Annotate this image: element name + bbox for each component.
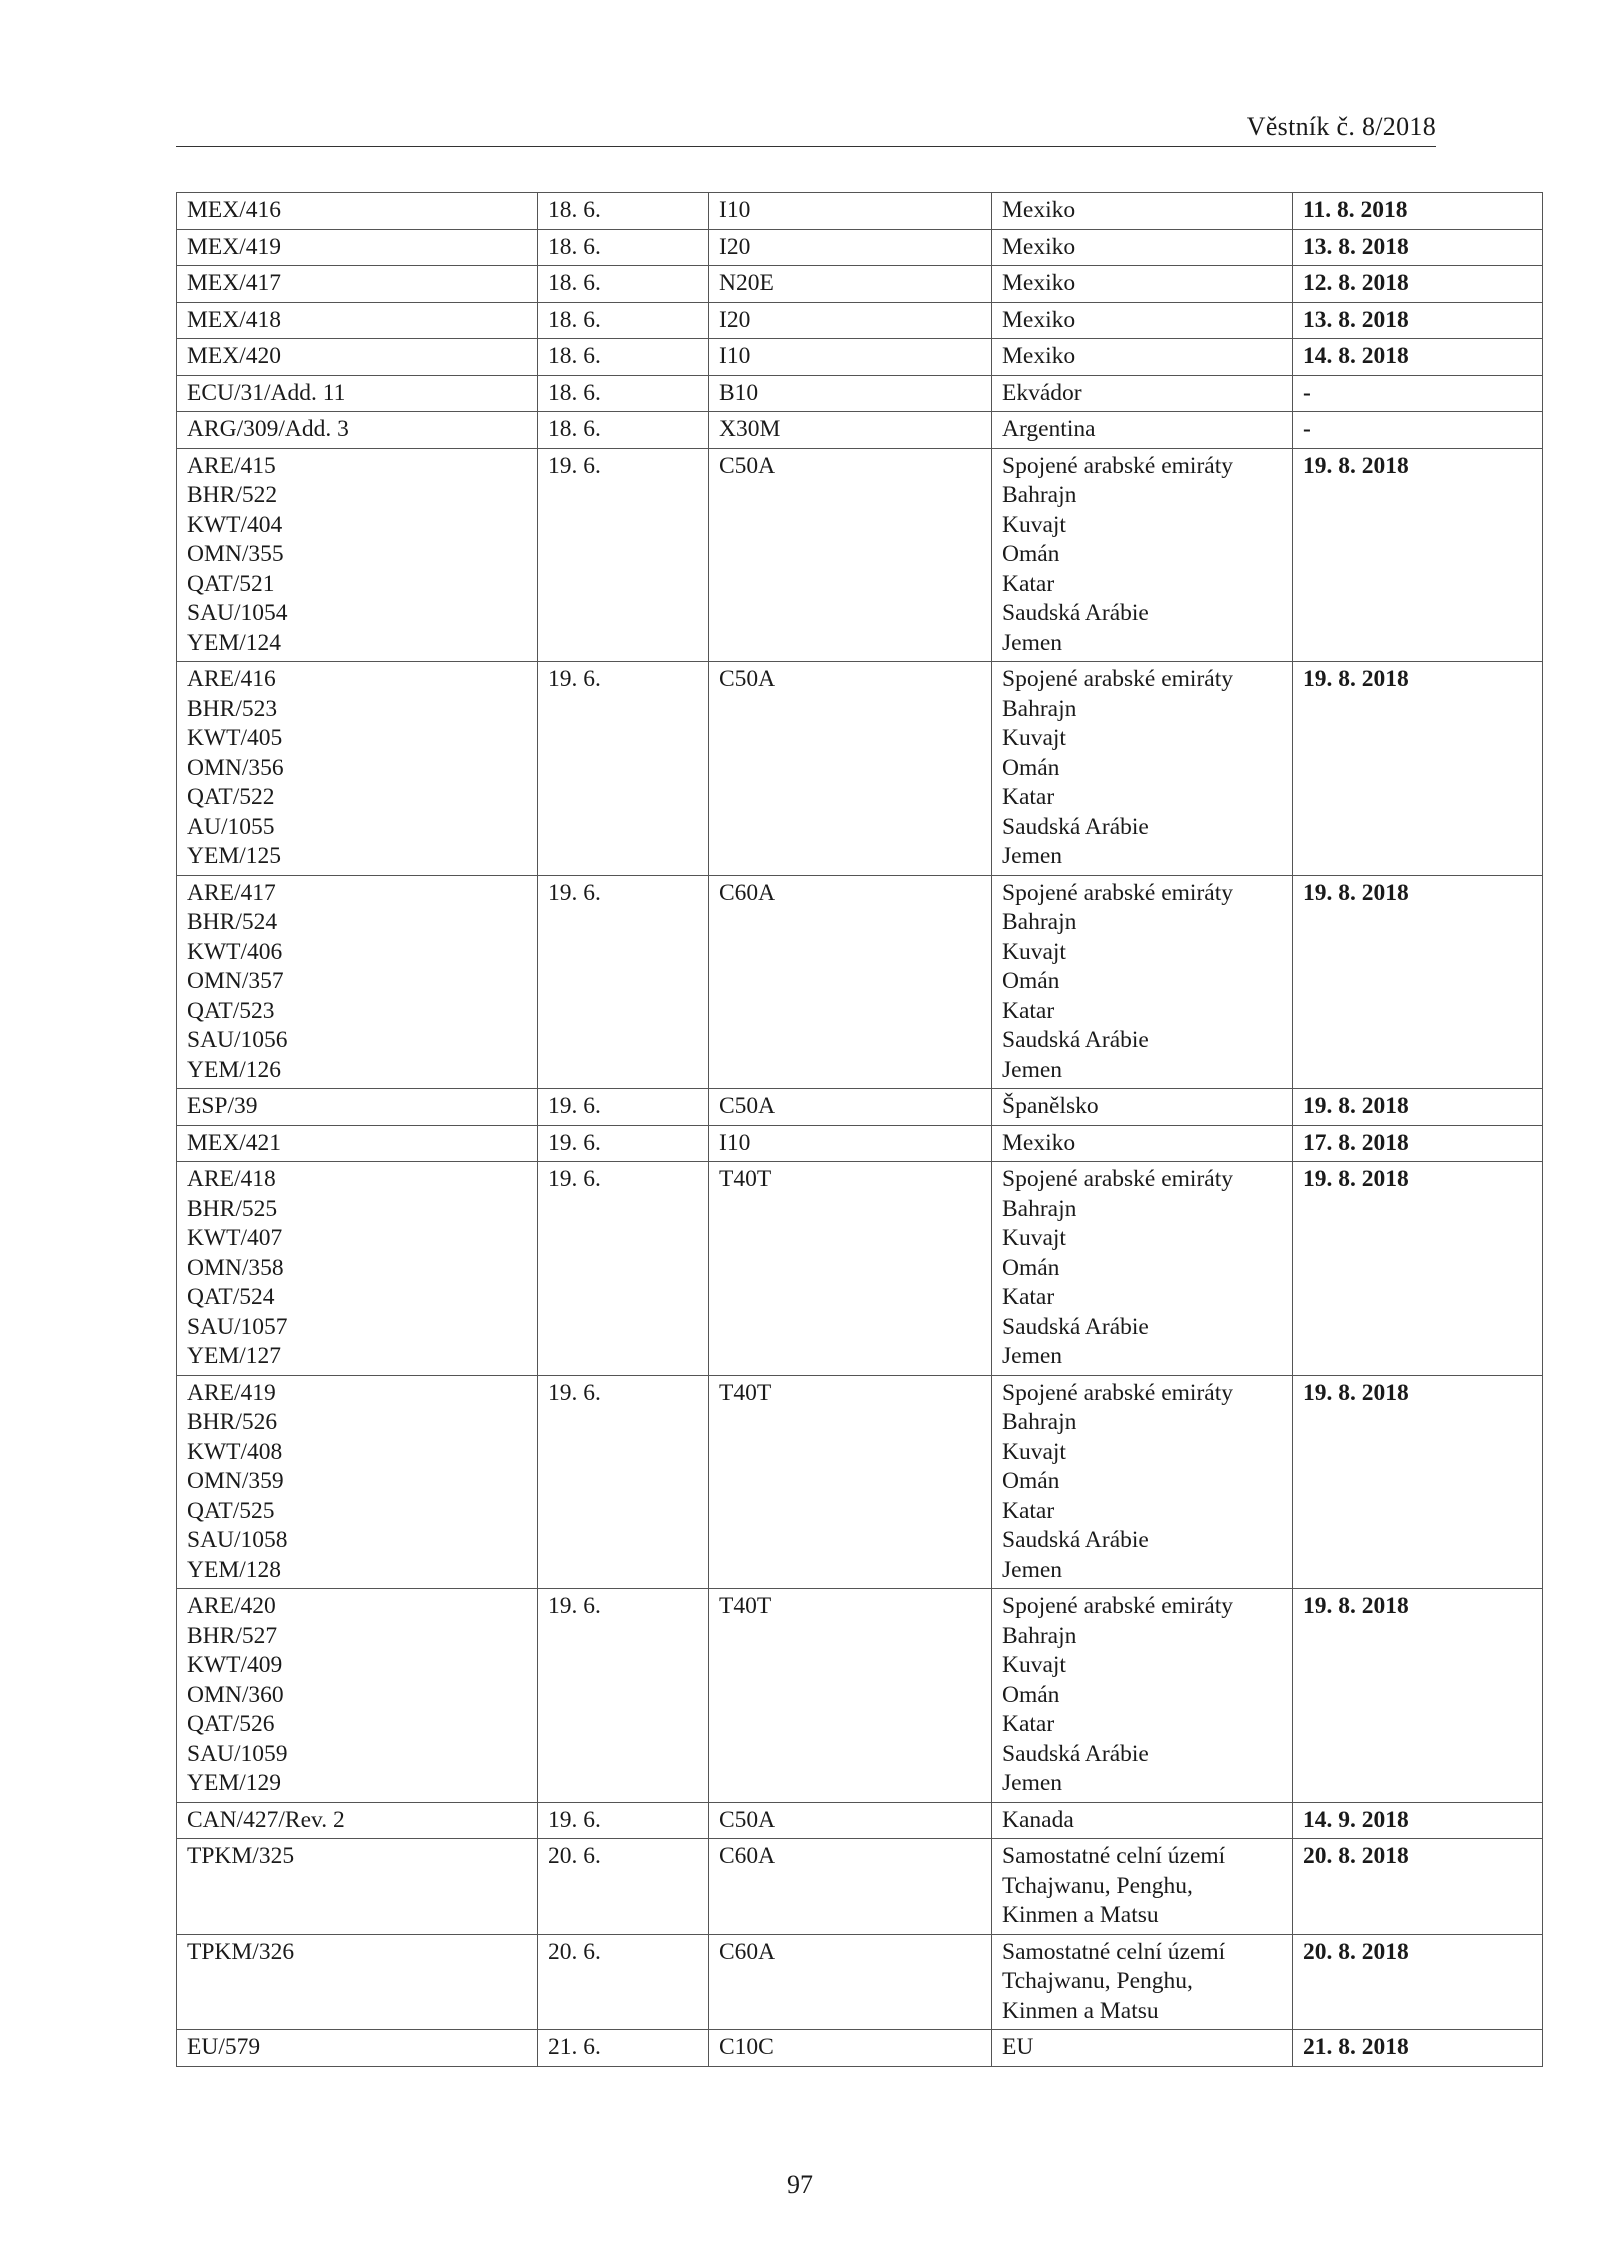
date-cell	[538, 375, 709, 412]
bulletin-issue-title: Věstník č. 8/2018	[1246, 112, 1436, 141]
table-row	[177, 1802, 1543, 1839]
product-code: I20	[719, 306, 751, 333]
deadline-cell	[1293, 1375, 1543, 1589]
country-cell	[992, 1589, 1293, 1803]
product-code-cell	[709, 1375, 992, 1589]
date: 18. 6.	[548, 379, 601, 406]
notification-code: CAN/427/Rev. 2	[187, 1806, 345, 1833]
country-name: Omán	[1002, 541, 1060, 567]
product-code-cell	[709, 1589, 992, 1803]
country-cell	[992, 1162, 1293, 1376]
notification-code-cell	[177, 375, 538, 412]
deadline-date: 12. 8. 2018	[1303, 270, 1409, 296]
notification-code: ARE/415	[187, 452, 276, 479]
date-cell	[538, 229, 709, 266]
date-cell	[538, 2030, 709, 2067]
product-code-cell	[709, 302, 992, 339]
notification-code: ARE/418	[187, 1166, 276, 1192]
country-name: Mexiko	[1002, 233, 1076, 260]
country-name: Omán	[1002, 968, 1060, 994]
deadline-cell	[1293, 412, 1543, 449]
notification-code-cell	[177, 1589, 538, 1803]
table-row	[177, 339, 1543, 376]
deadline-date: 13. 8. 2018	[1303, 306, 1409, 333]
table-row	[177, 448, 1543, 662]
country-cell	[992, 2030, 1293, 2067]
deadline-date: 11. 8. 2018	[1303, 197, 1408, 223]
notification-code: ARE/417	[187, 879, 276, 906]
deadline-cell	[1293, 302, 1543, 339]
notification-code-cell	[177, 1839, 538, 1935]
deadline-cell	[1293, 266, 1543, 303]
country-name: Spojené arabské emiráty	[1002, 452, 1233, 479]
deadline-date: 21. 8. 2018	[1303, 2034, 1409, 2060]
product-code-cell	[709, 1802, 992, 1839]
date-cell	[538, 1839, 709, 1935]
deadline-cell	[1293, 1934, 1543, 2030]
product-code: T40T	[719, 1166, 772, 1192]
product-code-cell	[709, 1089, 992, 1126]
deadline-date: 13. 8. 2018	[1303, 233, 1409, 260]
notification-code: BHR/524	[187, 909, 278, 935]
notification-code: QAT/522	[187, 784, 275, 810]
table-row	[177, 1162, 1543, 1376]
country-name: Spojené arabské emiráty	[1002, 1593, 1233, 1619]
deadline-cell	[1293, 662, 1543, 876]
date-cell	[538, 193, 709, 230]
notification-code-cell	[177, 412, 538, 449]
product-code: C50A	[719, 1093, 776, 1119]
notification-code: KWT/407	[187, 1225, 283, 1251]
country-cell	[992, 1089, 1293, 1126]
notification-code-cell	[177, 1934, 538, 2030]
date: 19. 6.	[548, 1166, 601, 1192]
country-name: Kuvajt	[1002, 1225, 1066, 1251]
country-name: Jemen	[1002, 1770, 1063, 1796]
notification-code: TPKM/325	[187, 1843, 295, 1869]
country-name: Kuvajt	[1002, 1652, 1066, 1678]
notification-code: KWT/406	[187, 938, 283, 965]
product-code: C50A	[719, 1806, 776, 1833]
deadline-cell	[1293, 875, 1543, 1089]
country-name: Mexiko	[1002, 343, 1076, 369]
country-name: Omán	[1002, 1681, 1060, 1708]
notification-code-cell	[177, 1375, 538, 1589]
product-code: C10C	[719, 2034, 774, 2060]
country-cell	[992, 229, 1293, 266]
product-code: C50A	[719, 452, 776, 479]
deadline-date: 19. 8. 2018	[1303, 666, 1409, 692]
notification-code-cell	[177, 229, 538, 266]
country-name: Bahrajn	[1002, 695, 1077, 722]
notification-code: SAU/1056	[187, 1027, 288, 1053]
country-name: Spojené arabské emiráty	[1002, 879, 1233, 906]
deadline-cell	[1293, 339, 1543, 376]
date-cell	[538, 1162, 709, 1376]
country-name: Katar	[1002, 784, 1055, 810]
product-code: N20E	[719, 270, 774, 296]
notification-code-cell	[177, 875, 538, 1089]
table-row	[177, 1934, 1543, 2030]
country-name: Bahrajn	[1002, 1622, 1077, 1649]
notification-code: ARG/309/Add. 3	[187, 416, 349, 442]
product-code-cell	[709, 1125, 992, 1162]
notification-code: OMN/357	[187, 968, 284, 994]
deadline-cell	[1293, 1839, 1543, 1935]
country-cell	[992, 266, 1293, 303]
product-code-cell	[709, 1934, 992, 2030]
country-name: Spojené arabské emiráty	[1002, 1166, 1233, 1192]
notification-code-cell	[177, 2030, 538, 2067]
date: 20. 6.	[548, 1843, 601, 1869]
notification-code: MEX/416	[187, 197, 281, 223]
notification-code: OMN/360	[187, 1681, 284, 1708]
notification-code: KWT/405	[187, 725, 283, 751]
notification-code: ARE/420	[187, 1593, 276, 1619]
notification-code: MEX/419	[187, 233, 281, 260]
product-code: T40T	[719, 1379, 772, 1406]
notification-code: YEM/128	[187, 1556, 281, 1583]
country-cell	[992, 339, 1293, 376]
table-row	[177, 412, 1543, 449]
date-cell	[538, 266, 709, 303]
notification-code: ARE/419	[187, 1379, 276, 1406]
country-name: Kinmen a Matsu	[1002, 1997, 1159, 2024]
notification-code-cell	[177, 339, 538, 376]
product-code: I10	[719, 1129, 751, 1156]
product-code: C60A	[719, 1843, 776, 1869]
date: 18. 6.	[548, 270, 601, 296]
notification-code: YEM/129	[187, 1770, 281, 1796]
deadline-date: 20. 8. 2018	[1303, 1843, 1409, 1869]
deadline-cell	[1293, 1089, 1543, 1126]
deadline-date: 14. 9. 2018	[1303, 1806, 1409, 1833]
country-name: Katar	[1002, 1711, 1055, 1737]
notification-code: QAT/521	[187, 570, 275, 597]
country-name: Jemen	[1002, 1556, 1063, 1583]
page-number: 97	[787, 2170, 813, 2199]
country-name: Jemen	[1002, 629, 1063, 656]
notification-code: QAT/524	[187, 1284, 275, 1310]
notification-code: QAT/526	[187, 1711, 275, 1737]
deadline-date: 17. 8. 2018	[1303, 1129, 1409, 1156]
product-code-cell	[709, 2030, 992, 2067]
deadline-date: 14. 8. 2018	[1303, 343, 1409, 369]
table-row	[177, 2030, 1543, 2067]
notification-code: EU/579	[187, 2034, 261, 2060]
date: 18. 6.	[548, 306, 601, 333]
notification-code: MEX/418	[187, 306, 281, 333]
notification-code: MEX/420	[187, 343, 281, 369]
date-cell	[538, 339, 709, 376]
country-name: Bahrajn	[1002, 482, 1077, 508]
country-name: Tchajwanu, Penghu,	[1002, 1968, 1193, 1994]
product-code: I10	[719, 343, 751, 369]
product-code-cell	[709, 339, 992, 376]
notification-code: ARE/416	[187, 666, 276, 692]
deadline-date: 19. 8. 2018	[1303, 1379, 1409, 1406]
table-row	[177, 1375, 1543, 1589]
table-row	[177, 229, 1543, 266]
notification-code: SAU/1057	[187, 1313, 288, 1340]
date-cell	[538, 1125, 709, 1162]
product-code-cell	[709, 1162, 992, 1376]
product-code-cell	[709, 662, 992, 876]
notification-code: BHR/526	[187, 1409, 278, 1435]
date-cell	[538, 1375, 709, 1589]
product-code-cell	[709, 375, 992, 412]
country-name: Katar	[1002, 997, 1055, 1024]
country-name: Saudská Arábie	[1002, 1740, 1149, 1767]
date-cell	[538, 302, 709, 339]
product-code-cell	[709, 412, 992, 449]
country-name: Samostatné celní území	[1002, 1843, 1226, 1869]
deadline-date: 19. 8. 2018	[1303, 879, 1409, 906]
country-cell	[992, 412, 1293, 449]
country-name: Kuvajt	[1002, 511, 1066, 538]
notification-code: SAU/1054	[187, 600, 288, 626]
notification-code: YEM/125	[187, 843, 281, 869]
date: 19. 6.	[548, 1093, 601, 1119]
notification-code: KWT/408	[187, 1438, 283, 1465]
deadline-cell	[1293, 193, 1543, 230]
deadline-date: 19. 8. 2018	[1303, 1166, 1409, 1192]
country-cell	[992, 875, 1293, 1089]
notification-code: OMN/358	[187, 1254, 284, 1281]
table-row	[177, 1589, 1543, 1803]
notification-code: OMN/359	[187, 1468, 284, 1494]
country-name: Katar	[1002, 1497, 1055, 1524]
country-name: Mexiko	[1002, 306, 1076, 333]
date: 19. 6.	[548, 1806, 601, 1833]
notification-code: ESP/39	[187, 1093, 258, 1119]
product-code-cell	[709, 266, 992, 303]
country-name: Omán	[1002, 754, 1060, 781]
country-name: Samostatné celní území	[1002, 1938, 1226, 1965]
notification-code: MEX/417	[187, 270, 281, 296]
table-row	[177, 193, 1543, 230]
country-name: Bahrajn	[1002, 1195, 1077, 1222]
country-name: Kinmen a Matsu	[1002, 1902, 1159, 1928]
date-cell	[538, 1089, 709, 1126]
product-code-cell	[709, 229, 992, 266]
country-name: Katar	[1002, 570, 1055, 597]
notification-code: KWT/409	[187, 1652, 283, 1678]
date-cell	[538, 448, 709, 662]
notification-code: BHR/525	[187, 1195, 278, 1222]
deadline-date: 19. 8. 2018	[1303, 1593, 1409, 1619]
country-name: Saudská Arábie	[1002, 1527, 1149, 1553]
country-cell	[992, 1934, 1293, 2030]
date: 19. 6.	[548, 1379, 601, 1406]
country-cell	[992, 662, 1293, 876]
deadline-cell	[1293, 2030, 1543, 2067]
product-code-cell	[709, 1839, 992, 1935]
country-name: Saudská Arábie	[1002, 600, 1149, 626]
date: 18. 6.	[548, 197, 601, 223]
table-row	[177, 875, 1543, 1089]
date: 19. 6.	[548, 452, 601, 479]
table-row	[177, 662, 1543, 876]
notification-code-cell	[177, 266, 538, 303]
product-code: X30M	[719, 416, 781, 442]
notification-code: SAU/1059	[187, 1740, 288, 1767]
product-code: C60A	[719, 1938, 776, 1965]
notification-code-cell	[177, 302, 538, 339]
notification-code: SAU/1058	[187, 1527, 288, 1553]
notification-table	[176, 192, 1543, 2067]
country-name: Kuvajt	[1002, 938, 1066, 965]
country-cell	[992, 1839, 1293, 1935]
product-code: C50A	[719, 666, 776, 692]
notification-code: KWT/404	[187, 511, 283, 538]
table-row	[177, 302, 1543, 339]
notification-code-cell	[177, 193, 538, 230]
country-name: Mexiko	[1002, 197, 1076, 223]
deadline-cell	[1293, 448, 1543, 662]
table-row	[177, 266, 1543, 303]
country-name: Saudská Arábie	[1002, 1027, 1149, 1053]
deadline-cell	[1293, 1125, 1543, 1162]
notification-code: BHR/527	[187, 1622, 278, 1649]
notification-code-cell	[177, 662, 538, 876]
country-name: Katar	[1002, 1284, 1055, 1310]
date-cell	[538, 412, 709, 449]
date-cell	[538, 1589, 709, 1803]
date: 19. 6.	[548, 1129, 601, 1156]
country-name: Kanada	[1002, 1806, 1074, 1833]
country-name: Kuvajt	[1002, 725, 1066, 751]
country-name: Bahrajn	[1002, 909, 1077, 935]
country-cell	[992, 375, 1293, 412]
deadline-cell	[1293, 229, 1543, 266]
product-code-cell	[709, 875, 992, 1089]
notification-code: OMN/355	[187, 541, 284, 567]
deadline-cell	[1293, 1162, 1543, 1376]
country-name: Kuvajt	[1002, 1438, 1066, 1465]
date: 20. 6.	[548, 1938, 601, 1965]
country-name: Ekvádor	[1002, 379, 1082, 406]
country-name: Spojené arabské emiráty	[1002, 666, 1233, 692]
country-name: Saudská Arábie	[1002, 813, 1149, 840]
deadline-cell	[1293, 1802, 1543, 1839]
notification-code-cell	[177, 1125, 538, 1162]
country-name: Omán	[1002, 1468, 1060, 1494]
country-cell	[992, 193, 1293, 230]
country-cell	[992, 1802, 1293, 1839]
product-code: I10	[719, 197, 751, 223]
date: 19. 6.	[548, 879, 601, 906]
notification-code: QAT/525	[187, 1497, 275, 1524]
notification-code: QAT/523	[187, 997, 275, 1024]
table-row	[177, 1839, 1543, 1935]
notification-code: ECU/31/Add. 11	[187, 379, 346, 406]
country-name: Jemen	[1002, 1056, 1063, 1083]
country-name: Saudská Arábie	[1002, 1313, 1149, 1340]
deadline-date: -	[1303, 416, 1311, 442]
notification-code: BHR/522	[187, 482, 278, 508]
product-code: C60A	[719, 879, 776, 906]
date: 18. 6.	[548, 233, 601, 260]
date: 19. 6.	[548, 1593, 601, 1619]
table-row	[177, 375, 1543, 412]
country-cell	[992, 1125, 1293, 1162]
country-name: EU	[1002, 2034, 1034, 2060]
table-row	[177, 1089, 1543, 1126]
notification-code: YEM/127	[187, 1343, 281, 1369]
product-code: I20	[719, 233, 751, 260]
country-name: Argentina	[1002, 416, 1096, 442]
country-name: Tchajwanu, Penghu,	[1002, 1872, 1193, 1899]
product-code-cell	[709, 448, 992, 662]
notification-code-cell	[177, 1802, 538, 1839]
country-name: Omán	[1002, 1254, 1060, 1281]
country-name: Jemen	[1002, 843, 1063, 869]
date-cell	[538, 662, 709, 876]
deadline-cell	[1293, 375, 1543, 412]
notification-code: YEM/126	[187, 1056, 281, 1083]
country-name: Spojené arabské emiráty	[1002, 1379, 1233, 1406]
country-cell	[992, 302, 1293, 339]
country-name: Španělsko	[1002, 1093, 1099, 1119]
notification-code: AU/1055	[187, 813, 275, 840]
notification-table-body	[177, 193, 1543, 2067]
notification-code-cell	[177, 1089, 538, 1126]
product-code: T40T	[719, 1593, 772, 1619]
notification-code-cell	[177, 448, 538, 662]
deadline-date: 20. 8. 2018	[1303, 1938, 1409, 1965]
product-code-cell	[709, 193, 992, 230]
country-name: Mexiko	[1002, 1129, 1076, 1156]
country-cell	[992, 448, 1293, 662]
date-cell	[538, 1802, 709, 1839]
notification-code: YEM/124	[187, 629, 281, 656]
country-name: Mexiko	[1002, 270, 1076, 296]
notification-code: TPKM/326	[187, 1938, 295, 1965]
date: 18. 6.	[548, 416, 601, 442]
page-header	[176, 108, 1436, 147]
deadline-date: -	[1303, 379, 1311, 406]
country-cell	[992, 1375, 1293, 1589]
country-name: Bahrajn	[1002, 1409, 1077, 1435]
table-row	[177, 1125, 1543, 1162]
date-cell	[538, 875, 709, 1089]
notification-code: OMN/356	[187, 754, 284, 781]
notification-code: MEX/421	[187, 1129, 281, 1156]
date: 19. 6.	[548, 666, 601, 692]
product-code: B10	[719, 379, 759, 406]
date: 21. 6.	[548, 2034, 601, 2060]
deadline-date: 19. 8. 2018	[1303, 452, 1409, 479]
date: 18. 6.	[548, 343, 601, 369]
deadline-cell	[1293, 1589, 1543, 1803]
date-cell	[538, 1934, 709, 2030]
notification-code-cell	[177, 1162, 538, 1376]
deadline-date: 19. 8. 2018	[1303, 1093, 1409, 1119]
notification-code: BHR/523	[187, 695, 278, 722]
country-name: Jemen	[1002, 1343, 1063, 1369]
